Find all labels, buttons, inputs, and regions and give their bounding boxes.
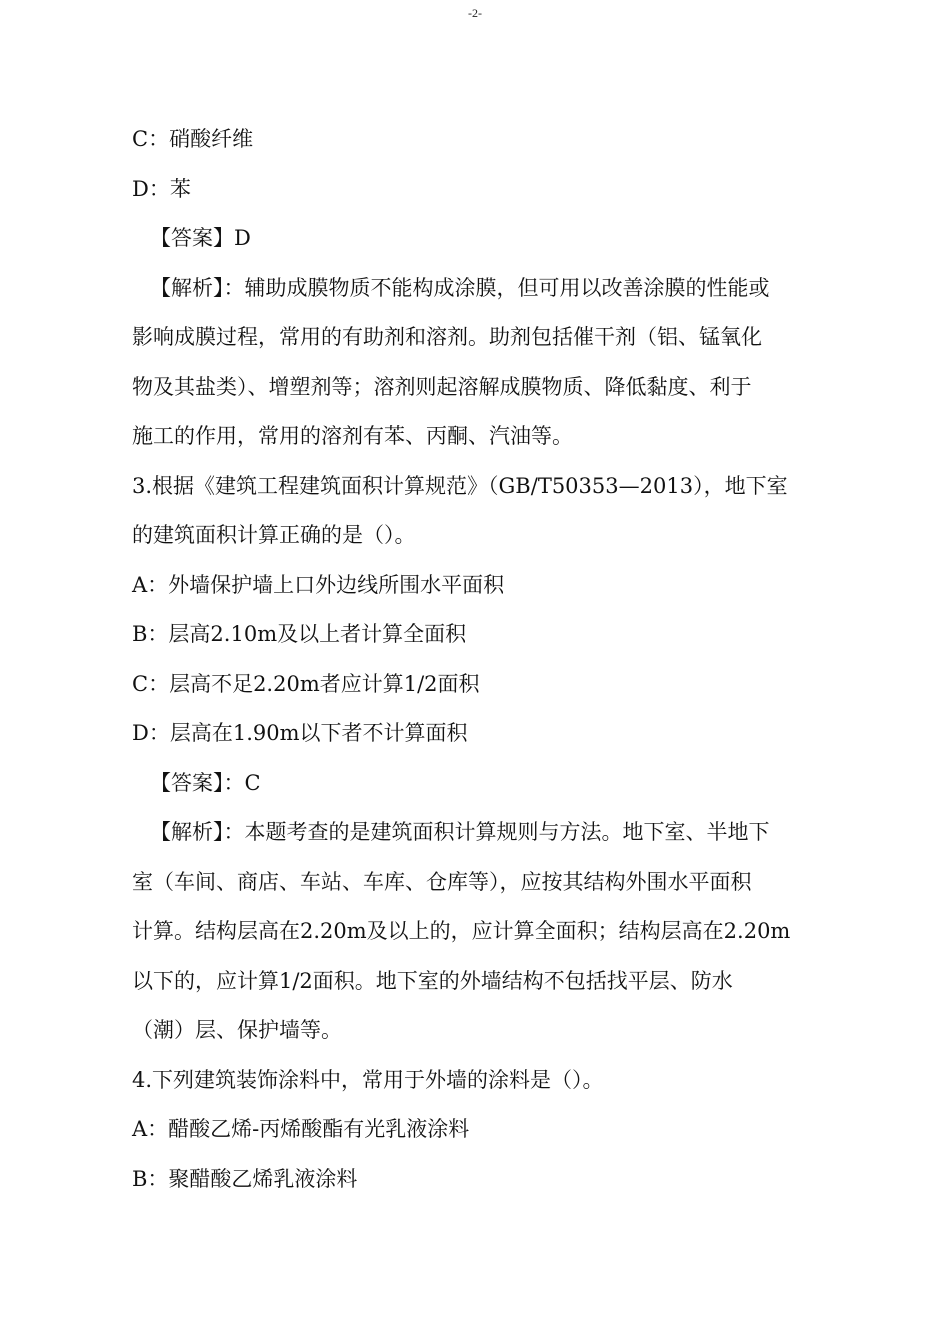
answer-line: 【答案】：C — [150, 770, 261, 795]
option-d-line: D：层高在1.90m以下者不计算面积 — [132, 721, 468, 745]
explanation-line: 室（车间、商店、车站、车库、仓库等），应按其结构外围水平面积 — [132, 869, 752, 894]
option-b-line: B：聚醋酸乙烯乳液涂料 — [132, 1166, 358, 1191]
option-c-line: C：层高不足2.20m者应计算1/2面积 — [132, 671, 480, 696]
explanation-line: （潮）层、保护墙等。 — [132, 1018, 342, 1042]
question-4-line: 4.下列建筑装饰涂料中，常用于外墙的涂料是（）。 — [132, 1067, 604, 1092]
option-c-line: C：硝酸纤维 — [132, 127, 254, 151]
answer-line: 【答案】D — [150, 226, 251, 250]
explanation-line: 以下的，应计算1/2面积。地下室的外墙结构不包括找平层、防水 — [132, 968, 733, 993]
explanation-line: 【解析】：本题考查的是建筑面积计算规则与方法。地下室、半地下 — [150, 820, 770, 844]
option-b-line: B：层高2.10m及以上者计算全面积 — [132, 622, 467, 646]
document-body — [132, 115, 822, 1204]
option-a-line: A：醋酸乙烯-丙烯酸酯有光乳液涂料 — [132, 1117, 470, 1141]
explanation-line: 物及其盐类）、增塑剂等；溶剂则起溶解成膜物质、降低黏度、利于 — [132, 374, 752, 399]
explanation-line: 影响成膜过程，常用的有助剂和溶剂。助剂包括催干剂（铝、锰氧化 — [132, 325, 762, 349]
option-a-line: A：外墙保护墙上口外边线所围水平面积 — [132, 572, 505, 597]
page-number: -2- — [468, 6, 482, 20]
option-d-line: D：苯 — [132, 176, 191, 201]
explanation-line: 计算。结构层高在2.20m及以上的，应计算全面积；结构层高在2.20m — [132, 919, 791, 943]
explanation-line: 【解析】：辅助成膜物质不能构成涂膜，但可用以改善涂膜的性能或 — [150, 275, 770, 300]
explanation-line: 施工的作用，常用的溶剂有苯、丙酮、汽油等。 — [132, 424, 573, 448]
question-3-line: 的建筑面积计算正确的是（）。 — [132, 523, 416, 547]
question-3-line: 3.根据《建筑工程建筑面积计算规范》（GB/T50353—2013），地下室 — [132, 473, 788, 498]
